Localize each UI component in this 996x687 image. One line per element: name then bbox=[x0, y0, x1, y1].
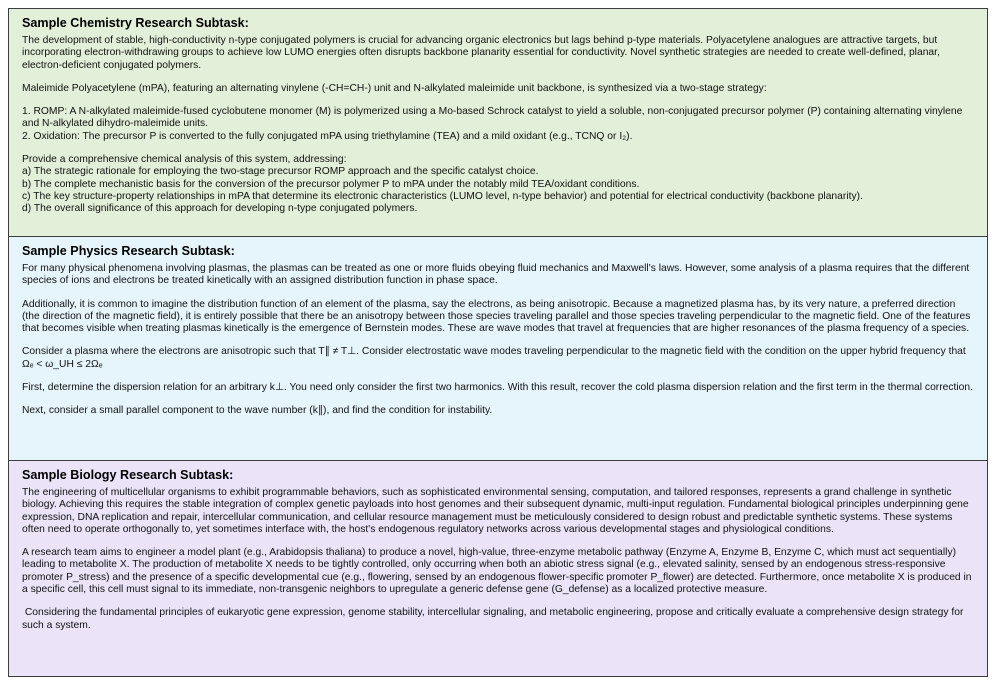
physics-intro: For many physical phenomena involving plasmas, the plasmas can be treated as one or more fluids obeying fluid mechanics and Maxwell's laws. However, some analysis of a plasma requires that the different species of ions and electrons be treated kinetically with an assigned distribution function in phase space. bbox=[22, 263, 973, 287]
physics-condition: Consider a plasma where the electrons are anisotropic such that T∥ ≠ T⊥. Consider electrostatic wave modes traveling perpendicular to the magnetic field with the condition on the upper hybrid frequency that Ωₑ < ω_UH ≤ 2Ωₑ bbox=[22, 346, 969, 370]
chemistry-intro: The development of stable, high-conductivity n-type conjugated polymers is crucial for advancing organic electronics but lags behind p-type materials. Polyacetylene analogues are attractive targets, but incorporating electron-withdrawing groups to achieve low LUMO energies often disrupts backbone planarity essential for conductivity. Novel synthetic strategies are needed to create well-defined, planar, electron-deficient conjugated polymers. bbox=[22, 35, 943, 71]
biology-scenario: A research team aims to engineer a model plant (e.g., Arabidopsis thaliana) to produce a novel, high-value, three-enzyme metabolic pathway (Enzyme A, Enzyme B, Enzyme C, which must act sequentially) leading to metabolite X. The production of metabolite X needs to be tightly controlled, only occurring when both an abiotic stress signal (e.g., elevated salinity, sensed by an endogenous stress-responsive promoter P_stress) and the presence of a specific developmental cue (e.g., flowering, sensed by an endogenous flower-specific promoter P_flower) are detected. Furthermore, once metabolite X is produced in a specific cell, this cell must signal to its immediate, non-transgenic neighbors to upregulate a generic defense gene (G_defense) as a localized protective measure. bbox=[22, 547, 975, 596]
biology-title: Sample Biology Research Subtask: bbox=[22, 468, 234, 482]
chemistry-title: Sample Chemistry Research Subtask: bbox=[22, 16, 249, 30]
physics-task-instability: Next, consider a small parallel component to the wave number (k∥), and find the condition for instability. bbox=[22, 405, 493, 417]
physics-subtask-panel bbox=[8, 237, 988, 461]
physics-anisotropy: Additionally, it is common to imagine the distribution function of an element of the plasma, say the electrons, as being anisotropic. Because a magnetized plasma has, by its very nature, a preferred direction (the direction of the magnetic field), it is entirely possible that there be an anisotropy between those species traveling parallel and those species traveling perpendicular to the magnetic field. One of the features that becomes visible when treating plasmas kinetically is the emergence of Bernstein modes. These are wave modes that travel at frequencies that are higher resonances of the plasma frequency of a species. bbox=[22, 298, 974, 335]
biology-subtask-panel bbox=[8, 461, 988, 677]
chemistry-step-romp: 1. ROMP: A N-alkylated maleimide-fused cyclobutene monomer (M) is polymerized using a Mo-based Schrock catalyst to yield a soluble, non-conjugated precursor polymer (P) containing alternating vinylene and N-alkylated dihydro-maleimide units. bbox=[22, 106, 966, 130]
physics-task-dispersion: First, determine the dispersion relation for an arbitrary k⊥. You need only consider the first two harmonics. With this result, recover the cold plasma dispersion relation and the first term in the thermal correction. bbox=[22, 382, 973, 394]
chemistry-step-oxidation: 2. Oxidation: The precursor P is converted to the fully conjugated mPA using triethylamine (TEA) and a mild oxidant (e.g., TCNQ or I₂). bbox=[22, 130, 633, 142]
chemistry-task-prompt: Provide a comprehensive chemical analysis of this system, addressing: bbox=[22, 154, 347, 166]
chemistry-question-a: a) The strategic rationale for employing the two-stage precursor ROMP approach and the specific catalyst choice. bbox=[22, 166, 539, 178]
biology-intro: The engineering of multicellular organisms to exhibit programmable behaviors, such as sophisticated environmental sensing, computation, and tailored responses, represents a grand challenge in synthetic biology. Achieving this requires the stable integration of complex genetic payloads into host genomes and their subsequent dynamic, multi-input regulation. Fundamental biological principles underpinning gene expression, DNA replication and repair, intercellular communication, and cellular resource management must be meticulously considered to design robust and predictable synthetic systems. These systems often need to operate orthogonally to, yet sometimes interface with, the host's endogenous regulatory networks across various developmental stages and physiological conditions. bbox=[22, 487, 972, 535]
chemistry-question-b: b) The complete mechanistic basis for the conversion of the precursor polymer P to mPA under the notably mild TEA/oxidant conditions. bbox=[22, 178, 640, 190]
chemistry-subtask-panel bbox=[8, 8, 988, 237]
chemistry-question-d: d) The overall significance of this approach for developing n-type conjugated polymers. bbox=[22, 203, 418, 215]
chemistry-question-c: c) The key structure-property relationships in mPA that determine its electronic characteristics (LUMO level, n-type behavior) and potential for electrical conductivity (backbone planarity). bbox=[22, 190, 863, 202]
subtask-document bbox=[8, 8, 988, 677]
biology-task: Considering the fundamental principles of eukaryotic gene expression, genome stability, intercellular signaling, and metabolic engineering, propose and critically evaluate a comprehensive design strategy for such a system. bbox=[22, 607, 967, 631]
chemistry-strategy: Maleimide Polyacetylene (mPA), featuring an alternating vinylene (-CH=CH-) unit and N-alkylated maleimide unit backbone, is synthesized via a two-stage strategy: bbox=[22, 82, 767, 94]
physics-title: Sample Physics Research Subtask: bbox=[22, 244, 235, 258]
